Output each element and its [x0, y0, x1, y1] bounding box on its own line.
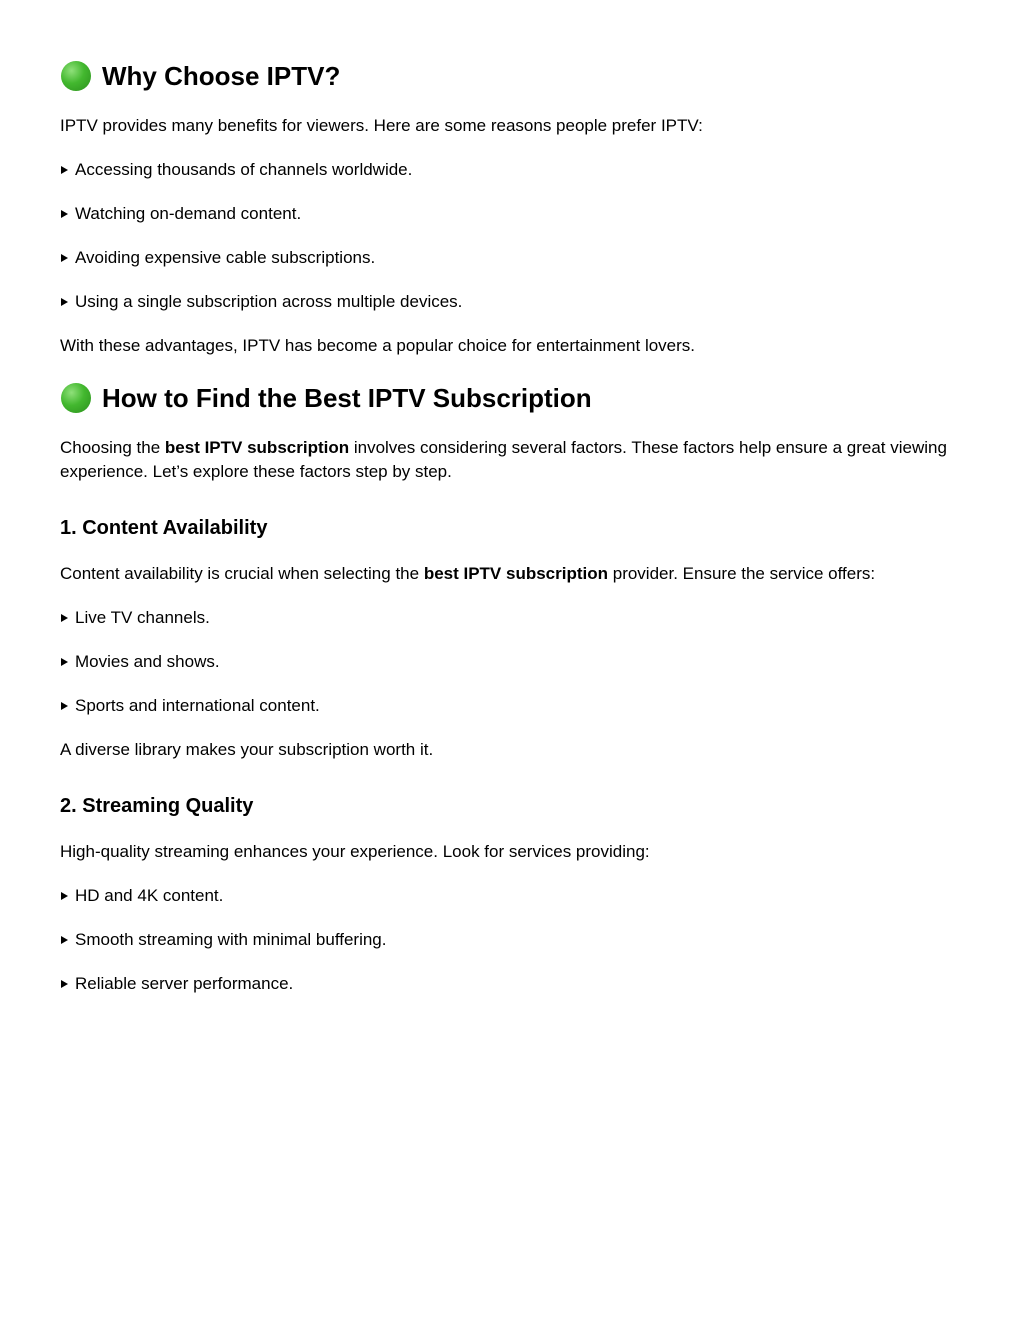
- subsection-intro: High-quality streaming enhances your experience. Look for services providing:: [60, 842, 650, 861]
- list-item-text: Sports and international content.: [75, 696, 320, 715]
- intro-text: provider. Ensure the service offers:: [608, 564, 876, 583]
- green-circle-icon: [61, 383, 91, 413]
- intro-text: Choosing the: [60, 438, 165, 457]
- list-item-text: Using a single subscription across multiple devices.: [75, 292, 463, 311]
- list-item-text: Live TV channels.: [75, 608, 210, 627]
- list-item-text: Movies and shows.: [75, 652, 220, 671]
- section-intro: IPTV provides many benefits for viewers. Here are some reasons people prefer IPTV:: [60, 116, 703, 135]
- triangle-bullet-icon: [61, 166, 68, 174]
- subsection-intro: [60, 562, 964, 586]
- list-item: [60, 606, 964, 630]
- triangle-bullet-icon: [61, 892, 68, 900]
- triangle-bullet-icon: [61, 702, 68, 710]
- list-item-text: Smooth streaming with minimal buffering.: [75, 930, 387, 949]
- triangle-bullet-icon: [61, 614, 68, 622]
- list-item-text: Watching on-demand content.: [75, 204, 302, 223]
- subsection-heading-content-availability: 1. Content Availability: [60, 517, 268, 539]
- list-item-text: HD and 4K content.: [75, 886, 224, 905]
- subsection-heading-streaming-quality: 2. Streaming Quality: [60, 795, 254, 817]
- subsection-outro: A diverse library makes your subscription worth it.: [60, 740, 434, 759]
- section-heading-find-best: [60, 380, 964, 416]
- intro-text: involves considering several factors. These factors help ensure a great viewing experience. Let’s explore these factors step by step.: [60, 438, 947, 481]
- list-item: [60, 694, 964, 718]
- triangle-bullet-icon: [61, 936, 68, 944]
- list-item-text: Accessing thousands of channels worldwide.: [75, 160, 413, 179]
- section-heading-text: Why Choose IPTV?: [102, 61, 341, 91]
- section-heading-text: How to Find the Best IPTV Subscription: [102, 383, 592, 413]
- triangle-bullet-icon: [61, 210, 68, 218]
- triangle-bullet-icon: [61, 254, 68, 262]
- intro-bold-text: best IPTV subscription: [423, 564, 609, 583]
- list-item: [60, 158, 964, 182]
- section-intro: [60, 436, 964, 484]
- triangle-bullet-icon: [61, 980, 68, 988]
- section-outro: With these advantages, IPTV has become a popular choice for entertainment lovers.: [60, 336, 696, 355]
- list-item: [60, 884, 964, 908]
- triangle-bullet-icon: [61, 658, 68, 666]
- list-item: [60, 650, 964, 674]
- triangle-bullet-icon: [61, 298, 68, 306]
- list-item-text: Reliable server performance.: [75, 974, 294, 993]
- list-item: [60, 202, 964, 226]
- intro-text: Content availability is crucial when selecting the: [60, 564, 424, 583]
- list-item: [60, 290, 964, 314]
- list-item: [60, 928, 964, 952]
- section-heading-why-choose: [60, 58, 964, 94]
- intro-bold-text: best IPTV subscription: [164, 438, 350, 457]
- list-item: [60, 246, 964, 270]
- list-item: [60, 972, 964, 996]
- green-circle-icon: [61, 61, 91, 91]
- list-item-text: Avoiding expensive cable subscriptions.: [75, 248, 376, 267]
